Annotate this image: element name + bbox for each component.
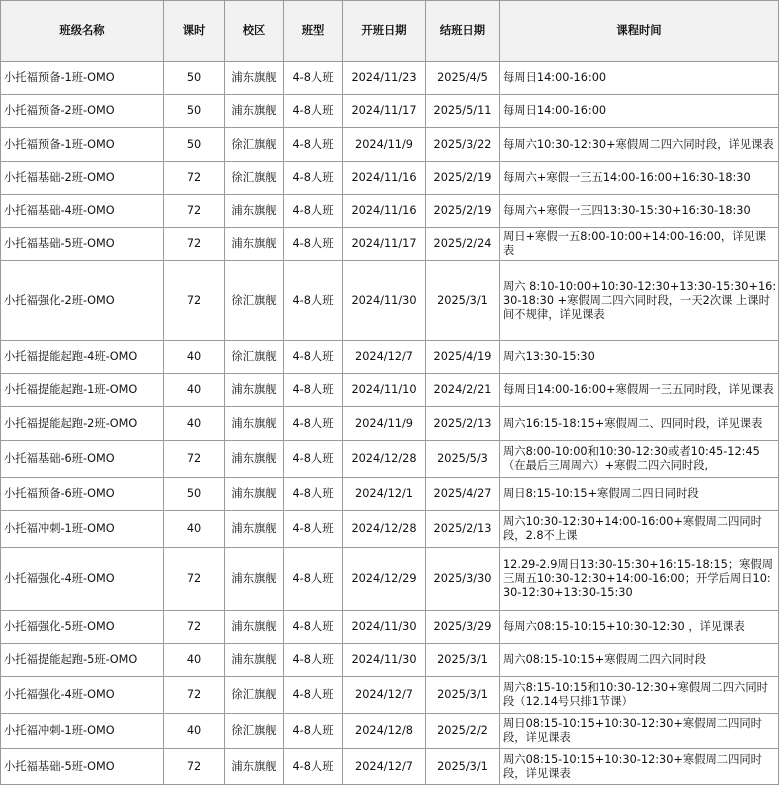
- cell-hours: 50: [164, 478, 225, 511]
- table-row: [1, 195, 779, 228]
- table-row: [1, 548, 779, 611]
- cell-schedule: 周六13:30-15:30: [500, 341, 779, 374]
- cell-end-date: 2025/3/1: [426, 644, 500, 677]
- table-row: [1, 341, 779, 374]
- cell-class-type: 4-8人班: [284, 749, 343, 785]
- cell-class-name: 小托福提能起跑-1班-OMO: [1, 374, 164, 407]
- cell-end-date: 2025/2/24: [426, 228, 500, 261]
- cell-campus: 浦东旗舰: [225, 644, 284, 677]
- cell-end-date: 2025/4/19: [426, 341, 500, 374]
- header-campus: 校区: [225, 1, 284, 62]
- cell-schedule: 12.29-2.9周日13:30-15:30+16:15-18:15；寒假周三周五10:30-12:30+14:00-16:00；开学后周日10:30-12:30+13:30-15:30: [500, 548, 779, 611]
- cell-hours: 72: [164, 611, 225, 644]
- cell-schedule: 每周六08:15-10:15+10:30-12:30 ，详见课表: [500, 611, 779, 644]
- cell-class-type: 4-8人班: [284, 162, 343, 195]
- cell-schedule: 周六08:15-10:15+10:30-12:30+寒假周二四同时段，详见课表: [500, 749, 779, 785]
- cell-class-type: 4-8人班: [284, 714, 343, 749]
- cell-class-name: 小托福基础-4班-OMO: [1, 195, 164, 228]
- cell-class-name: 小托福强化-5班-OMO: [1, 611, 164, 644]
- cell-campus: 徐汇旗舰: [225, 128, 284, 162]
- header-schedule: 课程时间: [500, 1, 779, 62]
- cell-hours: 40: [164, 644, 225, 677]
- cell-class-type: 4-8人班: [284, 62, 343, 95]
- cell-schedule: 每周六+寒假一三五14:00-16:00+16:30-18:30: [500, 162, 779, 195]
- cell-hours: 50: [164, 62, 225, 95]
- cell-end-date: 2025/4/5: [426, 62, 500, 95]
- cell-class-name: 小托福强化-2班-OMO: [1, 261, 164, 341]
- table-row: [1, 714, 779, 749]
- cell-class-name: 小托福强化-4班-OMO: [1, 548, 164, 611]
- cell-start-date: 2024/11/30: [343, 644, 426, 677]
- cell-schedule: 每周六10:30-12:30+寒假周二四六同时段，详见课表: [500, 128, 779, 162]
- header-start-date: 开班日期: [343, 1, 426, 62]
- cell-schedule: 每周日14:00-16:00: [500, 62, 779, 95]
- cell-end-date: 2025/3/30: [426, 548, 500, 611]
- cell-class-name: 小托福预备-2班-OMO: [1, 95, 164, 128]
- cell-end-date: 2025/5/3: [426, 441, 500, 478]
- table-row: [1, 677, 779, 714]
- cell-hours: 40: [164, 374, 225, 407]
- table-row: [1, 62, 779, 95]
- cell-class-name: 小托福提能起跑-2班-OMO: [1, 407, 164, 441]
- cell-campus: 浦东旗舰: [225, 611, 284, 644]
- cell-class-type: 4-8人班: [284, 195, 343, 228]
- table-row: [1, 261, 779, 341]
- cell-class-type: 4-8人班: [284, 374, 343, 407]
- cell-hours: 50: [164, 95, 225, 128]
- cell-class-name: 小托福预备-1班-OMO: [1, 62, 164, 95]
- cell-end-date: 2025/2/2: [426, 714, 500, 749]
- cell-hours: 40: [164, 714, 225, 749]
- cell-end-date: 2025/2/13: [426, 511, 500, 548]
- cell-end-date: 2024/2/21: [426, 374, 500, 407]
- cell-start-date: 2024/11/9: [343, 407, 426, 441]
- cell-hours: 50: [164, 128, 225, 162]
- cell-start-date: 2024/11/16: [343, 162, 426, 195]
- cell-end-date: 2025/4/27: [426, 478, 500, 511]
- table-row: [1, 611, 779, 644]
- cell-schedule: 周日8:15-10:15+寒假周二四日同时段: [500, 478, 779, 511]
- cell-campus: 浦东旗舰: [225, 749, 284, 785]
- cell-schedule: 周六8:00-10:00和10:30-12:30或者10:45-12:45（在最后三周周六）+寒假二四六同时段,: [500, 441, 779, 478]
- table-body: [1, 62, 779, 785]
- cell-start-date: 2024/12/28: [343, 441, 426, 478]
- cell-campus: 徐汇旗舰: [225, 341, 284, 374]
- header-class-type: 班型: [284, 1, 343, 62]
- cell-schedule: 每周日14:00-16:00: [500, 95, 779, 128]
- cell-campus: 浦东旗舰: [225, 374, 284, 407]
- cell-class-type: 4-8人班: [284, 95, 343, 128]
- cell-hours: 40: [164, 341, 225, 374]
- cell-campus: 徐汇旗舰: [225, 714, 284, 749]
- cell-class-name: 小托福预备-6班-OMO: [1, 478, 164, 511]
- cell-end-date: 2025/3/1: [426, 261, 500, 341]
- cell-class-type: 4-8人班: [284, 511, 343, 548]
- table-row: [1, 478, 779, 511]
- cell-start-date: 2024/11/10: [343, 374, 426, 407]
- cell-campus: 浦东旗舰: [225, 407, 284, 441]
- cell-campus: 徐汇旗舰: [225, 162, 284, 195]
- cell-campus: 浦东旗舰: [225, 441, 284, 478]
- cell-class-type: 4-8人班: [284, 644, 343, 677]
- cell-start-date: 2024/11/23: [343, 62, 426, 95]
- cell-class-type: 4-8人班: [284, 548, 343, 611]
- cell-hours: 72: [164, 441, 225, 478]
- header-hours: 课时: [164, 1, 225, 62]
- cell-class-name: 小托福提能起跑-5班-OMO: [1, 644, 164, 677]
- cell-start-date: 2024/12/28: [343, 511, 426, 548]
- cell-campus: 浦东旗舰: [225, 511, 284, 548]
- cell-start-date: 2024/11/16: [343, 195, 426, 228]
- cell-class-type: 4-8人班: [284, 407, 343, 441]
- cell-start-date: 2024/12/7: [343, 749, 426, 785]
- cell-hours: 40: [164, 511, 225, 548]
- cell-campus: 浦东旗舰: [225, 195, 284, 228]
- cell-start-date: 2024/11/9: [343, 128, 426, 162]
- cell-class-type: 4-8人班: [284, 677, 343, 714]
- cell-class-name: 小托福基础-5班-OMO: [1, 749, 164, 785]
- cell-campus: 浦东旗舰: [225, 62, 284, 95]
- cell-start-date: 2024/11/17: [343, 95, 426, 128]
- cell-campus: 浦东旗舰: [225, 478, 284, 511]
- cell-start-date: 2024/12/7: [343, 677, 426, 714]
- cell-schedule: 每周日14:00-16:00+寒假周一三五同时段，详见课表: [500, 374, 779, 407]
- cell-start-date: 2024/11/30: [343, 261, 426, 341]
- cell-end-date: 2025/3/1: [426, 749, 500, 785]
- cell-class-name: 小托福提能起跑-4班-OMO: [1, 341, 164, 374]
- table-row: [1, 749, 779, 785]
- cell-hours: 72: [164, 677, 225, 714]
- cell-hours: 72: [164, 261, 225, 341]
- cell-class-type: 4-8人班: [284, 611, 343, 644]
- cell-hours: 72: [164, 749, 225, 785]
- cell-class-type: 4-8人班: [284, 228, 343, 261]
- table-row: [1, 511, 779, 548]
- cell-schedule: 周六 8:10-10:00+10:30-12:30+13:30-15:30+16:30-18:30 +寒假周二四六同时段，一天2次课 上课时间不规律，详见课表: [500, 261, 779, 341]
- cell-class-name: 小托福基础-5班-OMO: [1, 228, 164, 261]
- table-row: [1, 95, 779, 128]
- cell-campus: 徐汇旗舰: [225, 261, 284, 341]
- cell-class-name: 小托福冲刺-1班-OMO: [1, 511, 164, 548]
- cell-start-date: 2024/11/17: [343, 228, 426, 261]
- cell-schedule: 周六08:15-10:15+寒假周二四六同时段: [500, 644, 779, 677]
- table-row: [1, 644, 779, 677]
- cell-campus: 浦东旗舰: [225, 95, 284, 128]
- cell-start-date: 2024/12/1: [343, 478, 426, 511]
- cell-hours: 72: [164, 195, 225, 228]
- cell-start-date: 2024/12/7: [343, 341, 426, 374]
- table-row: [1, 228, 779, 261]
- cell-hours: 72: [164, 548, 225, 611]
- cell-hours: 72: [164, 162, 225, 195]
- table-row: [1, 162, 779, 195]
- cell-schedule: 每周六+寒假一三四13:30-15:30+16:30-18:30: [500, 195, 779, 228]
- cell-class-name: 小托福强化-4班-OMO: [1, 677, 164, 714]
- cell-end-date: 2025/2/13: [426, 407, 500, 441]
- header-class-name: 班级名称: [1, 1, 164, 62]
- cell-class-name: 小托福预备-1班-OMO: [1, 128, 164, 162]
- cell-end-date: 2025/3/29: [426, 611, 500, 644]
- cell-campus: 浦东旗舰: [225, 548, 284, 611]
- cell-schedule: 周日08:15-10:15+10:30-12:30+寒假周二四同时段，详见课表: [500, 714, 779, 749]
- table-row: [1, 407, 779, 441]
- cell-end-date: 2025/3/22: [426, 128, 500, 162]
- cell-start-date: 2024/12/29: [343, 548, 426, 611]
- header-row: [1, 1, 779, 62]
- cell-schedule: 周日+寒假一五8:00-10:00+14:00-16:00，详见课表: [500, 228, 779, 261]
- table-row: [1, 441, 779, 478]
- cell-schedule: 周六10:30-12:30+14:00-16:00+寒假周二四同时段，2.8不上课: [500, 511, 779, 548]
- cell-hours: 72: [164, 228, 225, 261]
- cell-schedule: 周六8:15-10:15和10:30-12:30+寒假周二四六同时段（12.14号只排1节课）: [500, 677, 779, 714]
- cell-schedule: 周六16:15-18:15+寒假周二、四同时段，详见课表: [500, 407, 779, 441]
- cell-class-name: 小托福基础-2班-OMO: [1, 162, 164, 195]
- cell-class-type: 4-8人班: [284, 261, 343, 341]
- cell-end-date: 2025/2/19: [426, 162, 500, 195]
- cell-class-name: 小托福冲刺-1班-OMO: [1, 714, 164, 749]
- table-row: [1, 128, 779, 162]
- cell-class-type: 4-8人班: [284, 128, 343, 162]
- cell-start-date: 2024/12/8: [343, 714, 426, 749]
- header-end-date: 结班日期: [426, 1, 500, 62]
- cell-start-date: 2024/11/30: [343, 611, 426, 644]
- cell-end-date: 2025/5/11: [426, 95, 500, 128]
- cell-hours: 40: [164, 407, 225, 441]
- cell-end-date: 2025/2/19: [426, 195, 500, 228]
- table-row: [1, 374, 779, 407]
- cell-class-name: 小托福基础-6班-OMO: [1, 441, 164, 478]
- cell-class-type: 4-8人班: [284, 441, 343, 478]
- cell-campus: 徐汇旗舰: [225, 677, 284, 714]
- cell-end-date: 2025/3/1: [426, 677, 500, 714]
- cell-campus: 浦东旗舰: [225, 228, 284, 261]
- cell-class-type: 4-8人班: [284, 478, 343, 511]
- cell-class-type: 4-8人班: [284, 341, 343, 374]
